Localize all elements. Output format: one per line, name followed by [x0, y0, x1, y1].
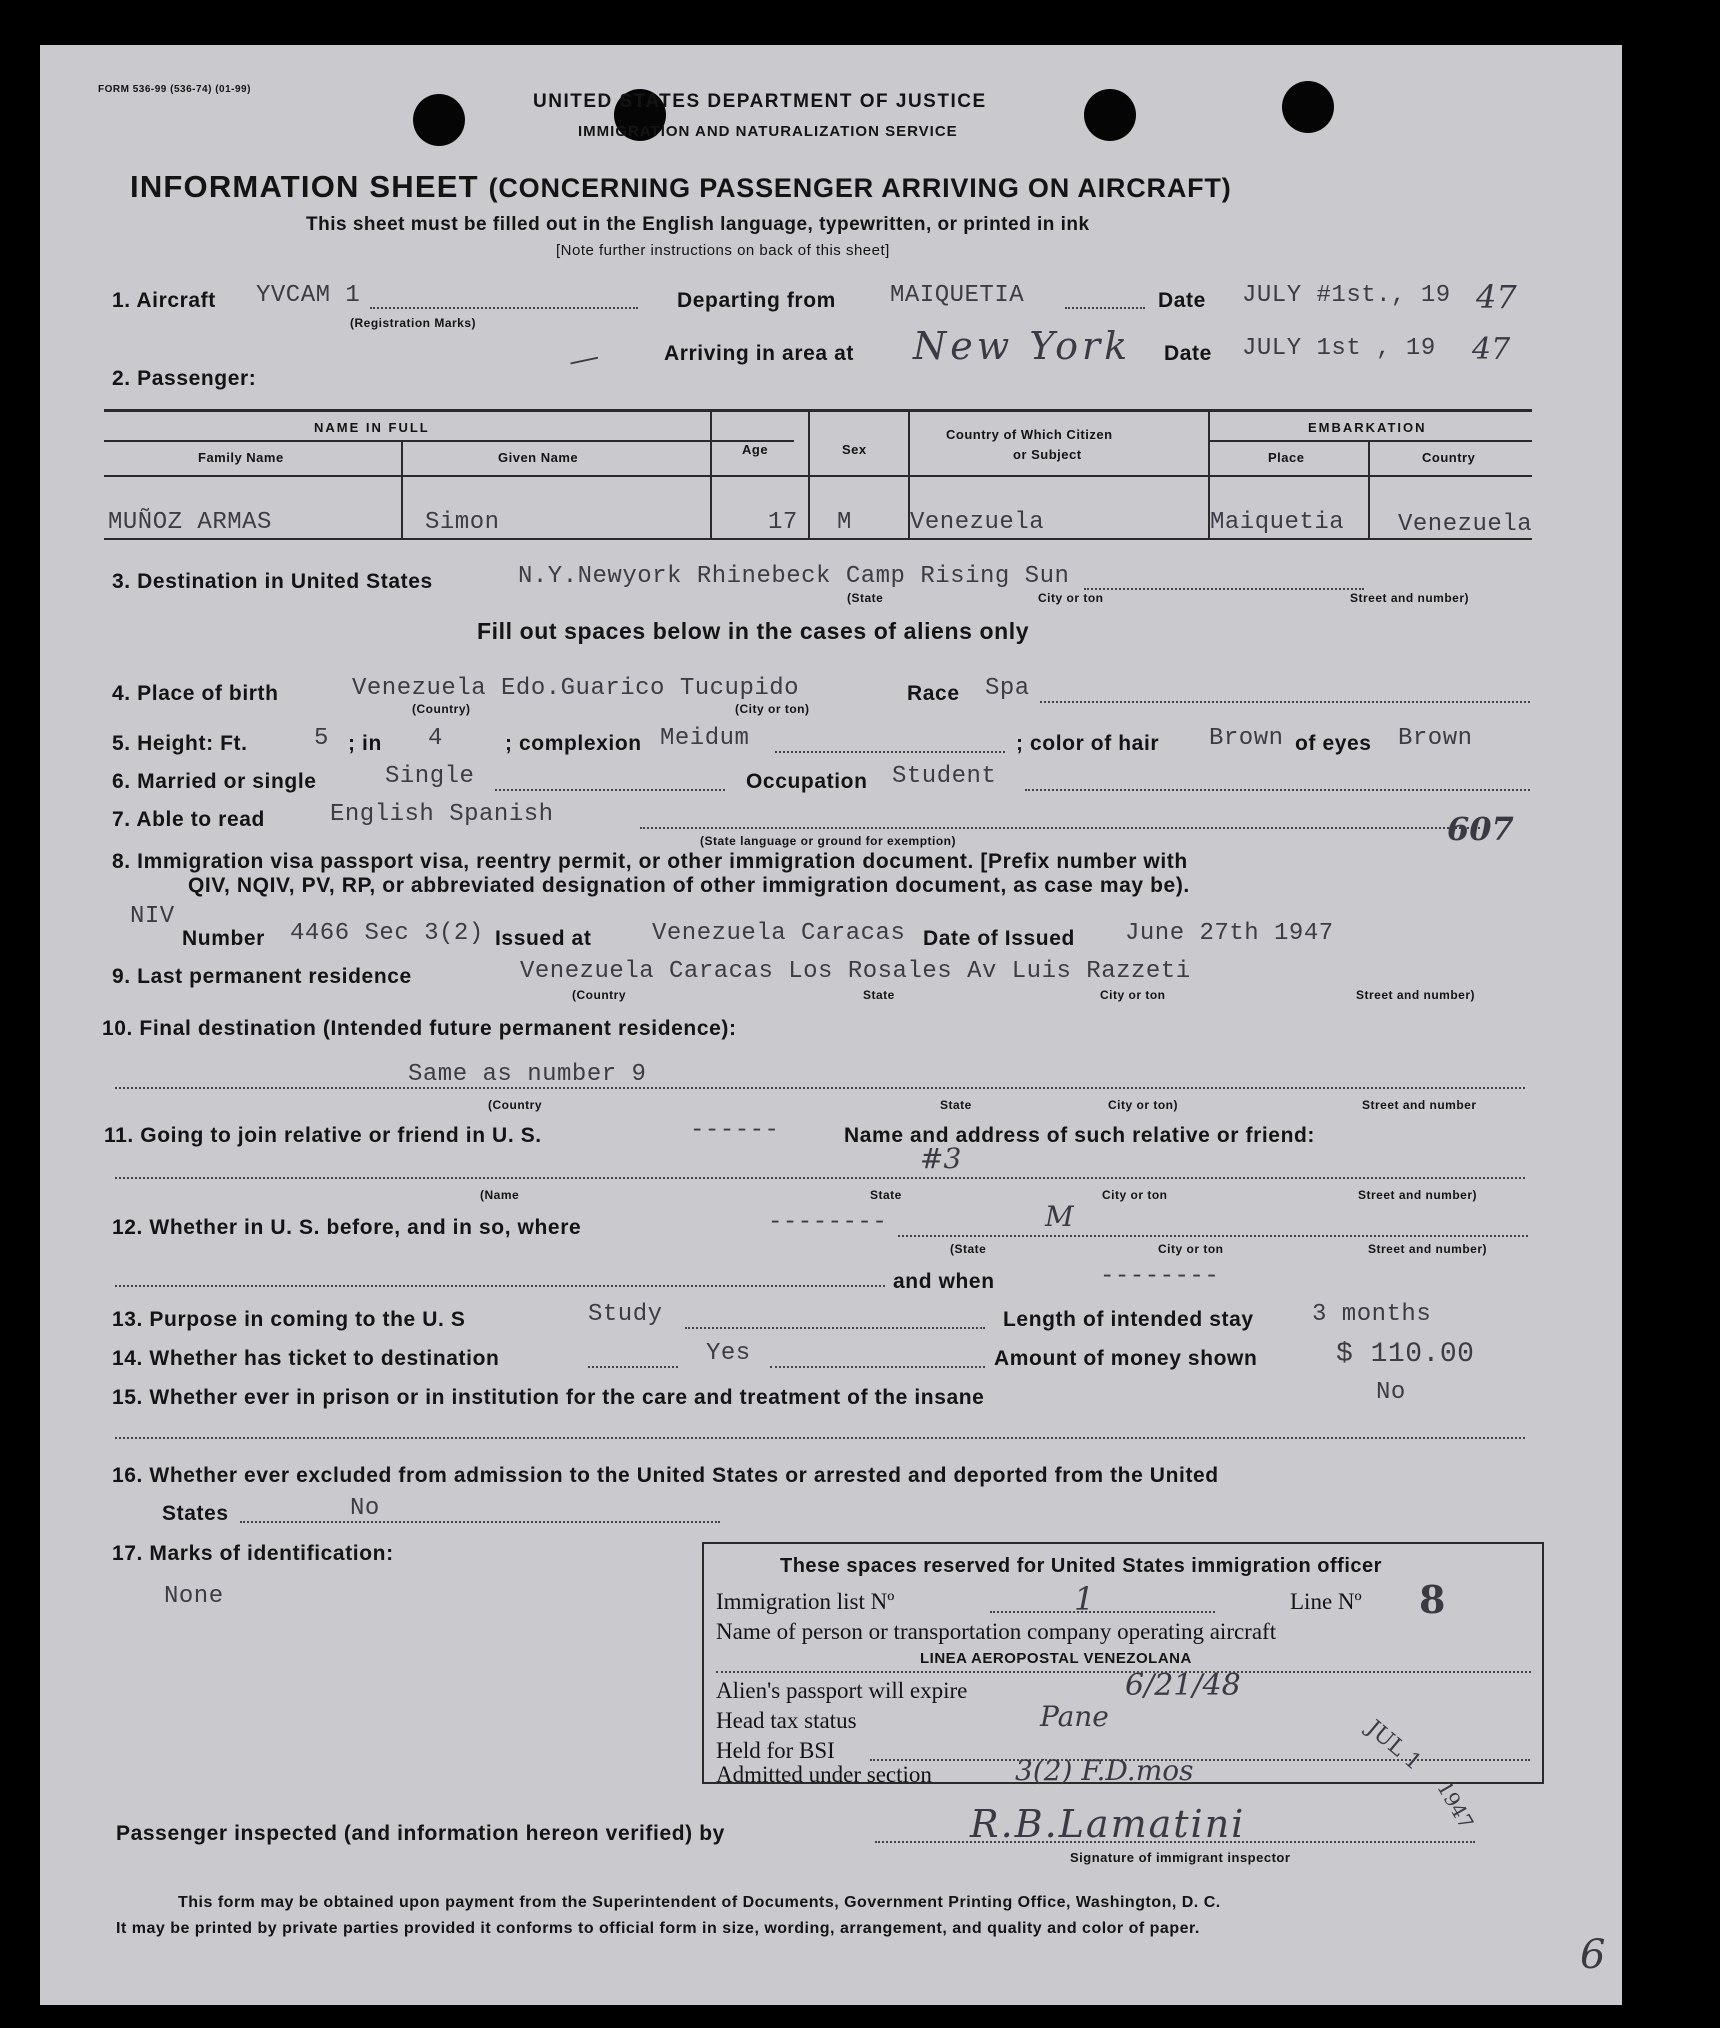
- q13-stay-label: Length of intended stay: [1003, 1308, 1254, 1331]
- q9-state-caption: State: [863, 988, 895, 1002]
- q13-stay-value[interactable]: 3 months: [1312, 1301, 1432, 1328]
- q11-state-caption: State: [870, 1188, 902, 1202]
- q17-value[interactable]: None: [164, 1583, 224, 1610]
- officer-headtax-label: Head tax status: [716, 1708, 857, 1733]
- q1-aircraft-value[interactable]: YVCAM 1: [256, 282, 361, 309]
- q5-in-label: ; in: [348, 732, 382, 755]
- q17-label: 17. Marks of identification:: [112, 1542, 394, 1565]
- q16-label-line1: 16. Whether ever excluded from admission to the United States or arrested and deported from the United: [112, 1464, 1219, 1487]
- q8-number-value[interactable]: 4466 Sec 3(2): [290, 920, 484, 947]
- q9-label: 9. Last permanent residence: [112, 965, 412, 988]
- service-name: IMMIGRATION AND NATURALIZATION SERVICE: [578, 123, 958, 140]
- q1-departing-label: Departing from: [677, 289, 836, 312]
- officer-passport-value[interactable]: 6/21/48: [1125, 1668, 1241, 1703]
- inspected-label: Passenger inspected (and information hereon verified) by: [116, 1822, 725, 1845]
- q7-value[interactable]: English Spanish: [330, 801, 554, 828]
- officer-passport-label: Alien's passport will expire: [716, 1678, 968, 1703]
- inspector-signature-caption: Signature of immigrant inspector: [1070, 1850, 1291, 1865]
- q14-value[interactable]: Yes: [706, 1340, 751, 1367]
- q10-state-caption: State: [940, 1098, 972, 1112]
- th-place: Place: [1268, 450, 1305, 465]
- th-country-subject: or Subject: [1013, 447, 1082, 462]
- q4-country-caption: (Country): [412, 702, 471, 716]
- q4-race-value[interactable]: Spa: [985, 675, 1030, 702]
- passenger-family-name[interactable]: MUÑOZ ARMAS: [108, 509, 272, 536]
- officer-stamp-month: JUL 1: [1361, 1715, 1426, 1776]
- q1-reg-marks-caption: (Registration Marks): [350, 316, 477, 330]
- form-number: FORM 536-99 (536-74) (01-99): [98, 84, 251, 95]
- q12-hand-mark: M: [1045, 1200, 1074, 1233]
- q15-label: 15. Whether ever in prison or in institution for the care and treatment of the insane: [112, 1386, 985, 1409]
- th-given-name: Given Name: [498, 450, 579, 465]
- q10-country-caption: (Country: [488, 1098, 542, 1112]
- q4-label: 4. Place of birth: [112, 682, 279, 705]
- officer-bsi-label: Held for BSI: [716, 1738, 835, 1763]
- officer-stamp-year: 1947: [1432, 1776, 1479, 1834]
- form-title: [130, 171, 1232, 202]
- officer-admitted-value[interactable]: 3(2) F.D.mos: [1015, 1754, 1194, 1787]
- officer-list-label: Immigration list Nº: [716, 1589, 895, 1614]
- inspector-signature[interactable]: R.B.Lamatini: [970, 1802, 1246, 1846]
- q16-label-line2: States: [162, 1502, 229, 1525]
- officer-line-value[interactable]: 8: [1419, 1577, 1446, 1622]
- q9-value[interactable]: Venezuela Caracas Los Rosales Av Luis Razzeti: [520, 958, 1191, 985]
- passenger-sex[interactable]: M: [837, 509, 852, 536]
- q13-value[interactable]: Study: [588, 1301, 663, 1328]
- q3-value[interactable]: N.Y.Newyork Rhinebeck Camp Rising Sun: [518, 563, 1070, 590]
- q8-doi-value[interactable]: June 27th 1947: [1125, 920, 1334, 947]
- th-country-citizen: Country of Which Citizen: [946, 427, 1113, 442]
- q9-country-caption: (Country: [572, 988, 626, 1002]
- form-sheet: FORM 536-99 (536-74) (01-99) UNITED STATES DEPARTMENT OF JUSTICE IMMIGRATION AND NATURALIZATION SERVICE INFORMATION SHEET (CONCERNING PASSENGER ARRIVING ON AIRCRAFT) This sheet must be filled out in the English language, typewritten, or printed in ink [Note further instructions on back of this sheet] 1. Aircraft YVCAM 1 (Registration Marks) Departing from MAIQUETIA Date JULY #1st., 19 47 ― Arriving in area at New York Date JULY 1st , 19 47 2. Passenger: NAME IN FULL Family Name Given Name Age Sex Country of Which Citizen or Subject EMBARKATION Place Country MUÑOZ ARMAS Simon 17 M Venezuela Maiquetia Venezuela 3. Destination in United States N.Y.Newyork Rhinebeck Camp Rising Sun (State City or ton Street and number) Fill out spaces below in the cases of aliens only 4. Place of birth Venezuela Edo.Guarico Tucupido Race Spa (Country) (City or ton) 5. Height: Ft. 5 ; in 4 ; complexion Meidum ; color of hair Brown of eyes Brown 6. Married or single Single Occupation Student 7. Able to read English Spanish (State language or ground for exemption) 607 8. Immigration visa passport visa, reentry permit, or other immigration document. [Prefix number with QIV, NQIV, PV, RP, or abbreviated designation of other immigration document, as case may be). NIV Number 4466 Sec 3(2) Issued at Venezuela Caracas Date of Issued June 27th 1947 9. Last permanent residence Venezuela Caracas Los Rosales Av Luis Razzeti (Country State City or ton Street and number) 10. Final destination (Intended future permanent residence): Same as number 9 (Country State City or ton) Street and number 11. Going to join relative or friend in U. S. ------ Name and address of such relative or friend: #3 (Name State City or ton Street and number) 12. Whether in U. S. before, and in so, where -------- M (State City or ton Street and number) and when -------- 13. Purpose in coming to the U. S Study Length of intended stay 3 months 14. Whether has ticket to destination Yes Amount of money shown $ 110.00 15. Whether ever in prison or in institution for the care and treatment of the insane No 16. Whether ever excluded from admission to the United States or arrested and deported from the United States No 17. Marks of identification: None These spaces reserved for United States immigration officer Immigration list Nº 1 Line Nº 8 Name of person or transportation company operating aircraft LINEA AEROPOSTAL VENEZOLANA Alien's passport will expire 6/21/48 Head tax status Pane Held for BSI Admitted under section 3(2) F.D.mos JUL 1 1947 Passenger inspected (and information hereon verified) by R.B.Lamatini Signature of immigrant inspector This form may be obtained upon payment from the Superintendent of Documents, Government Printing Office, Washington, D. C. It may be printed by private parties provided it conforms to official form in size, wording, arrangement, and quality and color of paper. 6: [40, 45, 1622, 2005]
- q3-label: 3. Destination in United States: [112, 570, 433, 593]
- q12-when-label: and when: [893, 1270, 995, 1293]
- q1-arriving-value[interactable]: New York: [913, 324, 1132, 368]
- officer-box-title: These spaces reserved for United States immigration officer: [780, 1555, 1382, 1577]
- th-emb-country: Country: [1422, 450, 1476, 465]
- q11-street-caption: Street and number): [1358, 1188, 1478, 1202]
- q11-hand-mark: #3: [920, 1142, 962, 1175]
- q7-note-caption: (State language or ground for exemption): [700, 834, 957, 848]
- q1-date-value[interactable]: JULY #1st., 19: [1242, 282, 1451, 309]
- punch-hole: [1282, 81, 1334, 133]
- q10-city-caption: City or ton): [1108, 1098, 1178, 1112]
- passenger-emb-place[interactable]: Maiquetia: [1210, 509, 1345, 536]
- q1-date-label: Date: [1158, 289, 1206, 312]
- q2-passenger-label: 2. Passenger:: [112, 367, 257, 390]
- q13-label: 13. Purpose in coming to the U. S: [112, 1308, 466, 1331]
- punch-hole: [413, 94, 465, 146]
- form-title-paren: (CONCERNING PASSENGER ARRIVING ON AIRCRAFT): [488, 173, 1232, 203]
- q8-issued-value[interactable]: Venezuela Caracas: [652, 920, 906, 947]
- q12-state-caption: (State: [950, 1242, 987, 1256]
- q5-height-label: [112, 733, 248, 754]
- q6-occupation-value[interactable]: Student: [892, 763, 997, 790]
- q1-date2-label: Date: [1164, 342, 1212, 365]
- q5-eyes-label: of eyes: [1295, 732, 1372, 755]
- q1-date2-value[interactable]: JULY 1st , 19: [1242, 335, 1436, 362]
- q14-money-label: Amount of money shown: [994, 1347, 1258, 1370]
- officer-admitted-label: Admitted under section: [716, 1762, 932, 1787]
- q5-complexion-label: ; complexion: [505, 732, 642, 755]
- q8-doi-label: Date of Issued: [923, 927, 1075, 950]
- q8-niv[interactable]: NIV: [130, 903, 175, 930]
- q8-text-line1: 8. Immigration visa passport visa, reentry permit, or other immigration document. [Prefix number with: [112, 850, 1188, 873]
- q12-value[interactable]: --------: [768, 1209, 888, 1236]
- q10-label: 10. Final destination (Intended future permanent residence):: [102, 1017, 737, 1040]
- th-age: Age: [742, 442, 769, 457]
- q15-value[interactable]: No: [1376, 1379, 1406, 1406]
- q8-text-line2: QIV, NQIV, PV, RP, or abbreviated designation of other immigration document, as case may be).: [188, 874, 1190, 897]
- aliens-only-heading: Fill out spaces below in the cases of aliens only: [477, 618, 1030, 644]
- q5-eyes-value[interactable]: Brown: [1398, 725, 1473, 752]
- footer-line2: It may be printed by private parties provided it conforms to official form in size, wording, arrangement, and quality and color of paper.: [116, 1920, 1200, 1937]
- q6-value[interactable]: Single: [385, 763, 475, 790]
- q1-aircraft-label: 1. Aircraft: [112, 289, 216, 312]
- q1-date-year[interactable]: 47: [1476, 278, 1517, 316]
- q14-label: 14. Whether has ticket to destination: [112, 1347, 500, 1370]
- officer-company-label: Name of person or transportation company operating aircraft: [716, 1619, 1277, 1644]
- passenger-age[interactable]: 17: [768, 509, 798, 536]
- th-embarkation: EMBARKATION: [1308, 420, 1427, 435]
- q3-street-caption: Street and number): [1350, 591, 1470, 605]
- instructions: This sheet must be filled out in the English language, typewritten, or printed in ink: [306, 214, 1090, 235]
- th-family-name: Family Name: [198, 450, 284, 465]
- q11-name-caption: (Name: [480, 1188, 520, 1202]
- q9-street-caption: Street and number): [1356, 988, 1476, 1002]
- q1-departing-value[interactable]: MAIQUETIA: [890, 282, 1025, 309]
- form-title-main: INFORMATION SHEET: [130, 169, 479, 204]
- passenger-given-name[interactable]: Simon: [425, 509, 500, 536]
- officer-list-value[interactable]: 1: [1074, 1580, 1095, 1618]
- q5-complexion-value[interactable]: Meidum: [660, 725, 750, 752]
- q12-city-caption: City or ton: [1158, 1242, 1224, 1256]
- officer-line-label: Line Nº: [1290, 1589, 1362, 1614]
- q6-label: 6. Married or single: [112, 770, 317, 793]
- q5-hair-label: ; color of hair: [1016, 732, 1160, 755]
- q3-state-caption: (State: [847, 591, 884, 605]
- punch-hole: [1084, 89, 1136, 141]
- q4-city-caption: (City or ton): [735, 702, 810, 716]
- q11-label2: Name and address of such relative or friend:: [844, 1124, 1316, 1147]
- q7-label: 7. Able to read: [112, 808, 265, 831]
- q8-number-label: Number: [182, 927, 265, 950]
- department-name: UNITED STATES DEPARTMENT OF JUSTICE: [533, 91, 987, 112]
- q12-label: 12. Whether in U. S. before, and in so, where: [112, 1216, 582, 1239]
- footer-line1: This form may be obtained upon payment from the Superintendent of Documents, Government Printing Office, Washington, D. C.: [178, 1894, 1221, 1911]
- q1-date2-year[interactable]: 47: [1472, 332, 1511, 367]
- q9-city-caption: City or ton: [1100, 988, 1166, 1002]
- q1-arriving-label: Arriving in area at: [664, 342, 854, 365]
- q7-hand-number: 607: [1447, 810, 1514, 848]
- q14-money-value[interactable]: $ 110.00: [1336, 1339, 1475, 1370]
- q5-hair-value[interactable]: Brown: [1209, 725, 1284, 752]
- q5-ft-label: 5. Height: Ft.: [112, 732, 248, 755]
- q6-occupation-label: Occupation: [746, 770, 868, 793]
- q12-street-caption: Street and number): [1368, 1242, 1488, 1256]
- passenger-emb-country[interactable]: Venezuela: [1398, 511, 1533, 538]
- th-name-in-full: NAME IN FULL: [314, 420, 430, 435]
- q11-label: 11. Going to join relative or friend in U. S.: [104, 1124, 542, 1147]
- q11-value[interactable]: ------: [690, 1117, 780, 1144]
- q5-in-value[interactable]: 4: [428, 725, 443, 752]
- q8-issued-label: Issued at: [495, 927, 592, 950]
- q12-when-value[interactable]: --------: [1100, 1263, 1220, 1290]
- instructions-note: [Note further instructions on back of this sheet]: [556, 242, 890, 259]
- officer-headtax-value[interactable]: Pane: [1040, 1700, 1109, 1733]
- q16-value[interactable]: No: [350, 1495, 380, 1522]
- q5-ft-value[interactable]: 5: [314, 725, 329, 752]
- q10-value[interactable]: Same as number 9: [408, 1061, 647, 1088]
- officer-company-value[interactable]: LINEA AEROPOSTAL VENEZOLANA: [920, 1650, 1192, 1667]
- q10-street-caption: Street and number: [1362, 1098, 1477, 1112]
- q4-race-label: Race: [907, 682, 960, 705]
- q3-city-caption: City or ton: [1038, 591, 1104, 605]
- passenger-citizen[interactable]: Venezuela: [910, 509, 1045, 536]
- q11-city-caption: City or ton: [1102, 1188, 1168, 1202]
- th-sex: Sex: [842, 442, 867, 457]
- q4-value[interactable]: Venezuela Edo.Guarico Tucupido: [352, 675, 800, 702]
- corner-handwritten-mark: 6: [1580, 1932, 1606, 1978]
